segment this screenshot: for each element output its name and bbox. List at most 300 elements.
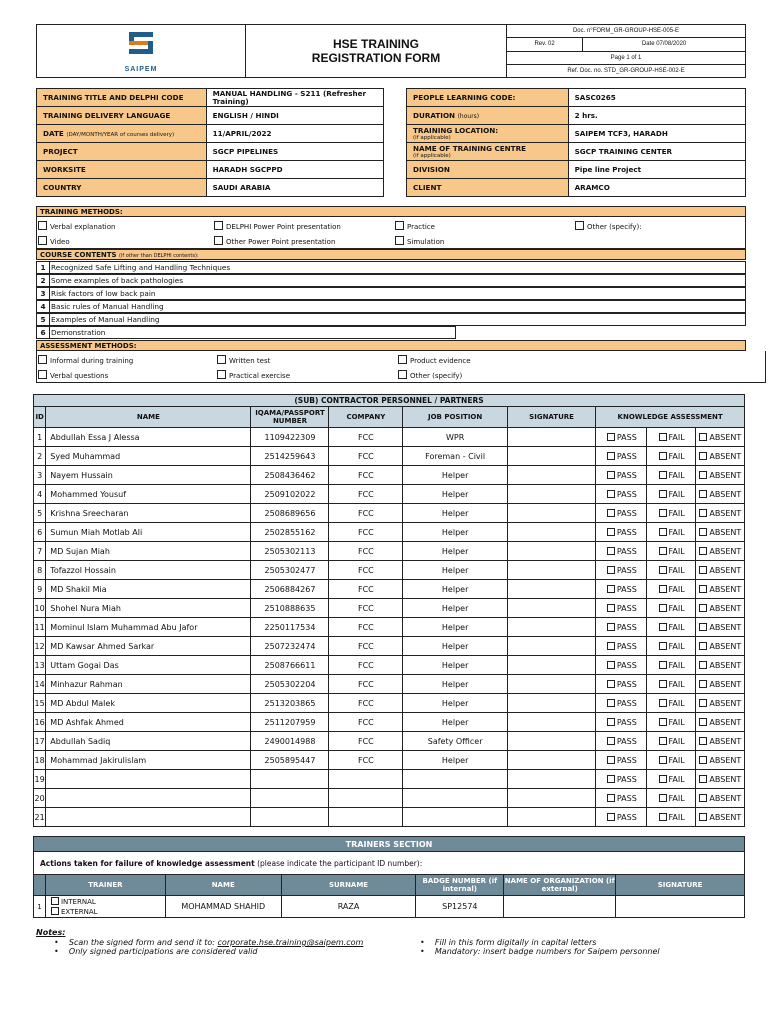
absent-option[interactable] <box>695 466 744 485</box>
participant-signature[interactable] <box>507 789 595 808</box>
checkbox[interactable] <box>659 566 667 574</box>
document-header <box>36 24 746 78</box>
participant-iqama[interactable]: 2505895447 <box>251 751 329 770</box>
participant-signature[interactable] <box>507 523 595 542</box>
participant-job[interactable]: Helper <box>403 751 508 770</box>
fail-option[interactable] <box>647 466 695 485</box>
trainer-external[interactable] <box>50 907 165 917</box>
checkbox[interactable] <box>217 355 226 364</box>
participant-name[interactable] <box>46 808 251 827</box>
participant-signature[interactable] <box>507 637 595 656</box>
checkbox[interactable] <box>214 221 223 230</box>
participant-row <box>34 523 745 542</box>
participant-iqama[interactable]: 2507232474 <box>251 637 329 656</box>
pass-option[interactable] <box>596 637 647 656</box>
participant-signature[interactable] <box>507 694 595 713</box>
participant-job[interactable]: Helper <box>403 656 508 675</box>
checkbox[interactable] <box>659 775 667 783</box>
participant-iqama[interactable]: 2505302204 <box>251 675 329 694</box>
checkbox[interactable] <box>395 221 404 230</box>
absent-option[interactable] <box>695 599 744 618</box>
checkbox[interactable] <box>699 642 707 650</box>
participant-iqama[interactable]: 2511207959 <box>251 713 329 732</box>
assess-written[interactable] <box>217 355 270 365</box>
checkbox[interactable] <box>699 604 707 612</box>
checkbox[interactable] <box>607 756 615 764</box>
participant-signature[interactable] <box>507 675 595 694</box>
participant-iqama[interactable]: 2250117534 <box>251 618 329 637</box>
participant-name[interactable]: MD Kawsar Ahmed Sarkar <box>46 637 251 656</box>
checkbox[interactable] <box>607 642 615 650</box>
fail-option[interactable] <box>647 808 695 827</box>
participant-id: 6 <box>34 523 46 542</box>
participant-signature[interactable] <box>507 447 595 466</box>
participant-job[interactable]: Helper <box>403 599 508 618</box>
checkbox[interactable] <box>607 680 615 688</box>
fail-option[interactable] <box>647 485 695 504</box>
absent-option[interactable] <box>695 523 744 542</box>
checkbox[interactable] <box>607 528 615 536</box>
checkbox[interactable] <box>699 661 707 669</box>
fail-option[interactable] <box>647 656 695 675</box>
absent-option[interactable] <box>695 485 744 504</box>
pass-option[interactable] <box>596 466 647 485</box>
participant-company[interactable]: FCC <box>329 523 403 542</box>
checkbox[interactable] <box>51 907 59 915</box>
participant-id: 14 <box>34 675 46 694</box>
participant-iqama[interactable]: 2510888635 <box>251 599 329 618</box>
checkbox[interactable] <box>659 623 667 631</box>
checkbox[interactable] <box>659 433 667 441</box>
fail-option[interactable] <box>647 428 695 447</box>
participant-signature[interactable] <box>507 656 595 675</box>
form-title <box>246 25 507 78</box>
participant-iqama[interactable]: 2502855162 <box>251 523 329 542</box>
participant-signature[interactable] <box>507 770 595 789</box>
absent-option[interactable] <box>695 732 744 751</box>
fail-option[interactable] <box>647 542 695 561</box>
checkbox[interactable] <box>699 718 707 726</box>
pass-option[interactable] <box>596 751 647 770</box>
participant-iqama[interactable]: 2508689656 <box>251 504 329 523</box>
absent-option[interactable] <box>695 618 744 637</box>
participant-company[interactable]: FCC <box>329 713 403 732</box>
date-value[interactable]: 11/APRIL/2022 <box>206 125 384 143</box>
absent-option[interactable] <box>695 808 744 827</box>
participant-company[interactable] <box>329 789 403 808</box>
checkbox[interactable] <box>607 490 615 498</box>
pass-option[interactable] <box>596 656 647 675</box>
absent-option[interactable] <box>695 561 744 580</box>
duration-value[interactable]: 2 hrs. <box>568 107 745 125</box>
participant-job[interactable]: Helper <box>403 504 508 523</box>
participant-name[interactable]: Shohel Nura Miah <box>46 599 251 618</box>
participant-name[interactable]: MD Ashfak Ahmed <box>46 713 251 732</box>
participant-company[interactable] <box>329 808 403 827</box>
checkbox[interactable] <box>699 490 707 498</box>
pass-option[interactable] <box>596 618 647 637</box>
participant-company[interactable]: FCC <box>329 466 403 485</box>
language-value[interactable]: ENGLISH / HINDI <box>206 107 384 125</box>
notes-section <box>36 928 756 956</box>
absent-option[interactable] <box>695 751 744 770</box>
trainer-signature[interactable] <box>616 896 745 918</box>
fail-option[interactable] <box>647 504 695 523</box>
participant-company[interactable]: FCC <box>329 428 403 447</box>
checkbox[interactable] <box>659 756 667 764</box>
checkbox[interactable] <box>607 775 615 783</box>
checkbox[interactable] <box>659 471 667 479</box>
participant-company[interactable]: FCC <box>329 675 403 694</box>
fail-option[interactable] <box>647 713 695 732</box>
participant-job[interactable]: Helper <box>403 485 508 504</box>
participant-company[interactable]: FCC <box>329 542 403 561</box>
assess-verbal[interactable] <box>38 370 108 380</box>
checkbox[interactable] <box>659 452 667 460</box>
absent-option[interactable] <box>695 447 744 466</box>
checkbox[interactable] <box>607 661 615 669</box>
participant-iqama[interactable]: 2514259643 <box>251 447 329 466</box>
trainer-row <box>34 896 745 918</box>
fail-option[interactable] <box>647 789 695 808</box>
country-label: COUNTRY <box>37 179 207 197</box>
checkbox[interactable] <box>699 433 707 441</box>
absent-option[interactable] <box>695 428 744 447</box>
participant-name[interactable]: MD Sujan Miah <box>46 542 251 561</box>
checkbox[interactable] <box>699 756 707 764</box>
participant-company[interactable]: FCC <box>329 751 403 770</box>
method-simulation[interactable] <box>395 236 444 246</box>
participant-iqama[interactable]: 2508436462 <box>251 466 329 485</box>
checkbox[interactable] <box>659 642 667 650</box>
participant-name[interactable]: Syed Muhammad <box>46 447 251 466</box>
checkbox[interactable] <box>659 509 667 517</box>
actions-row[interactable] <box>34 852 745 875</box>
checkbox[interactable] <box>659 737 667 745</box>
checkbox[interactable] <box>699 699 707 707</box>
checkbox[interactable] <box>699 566 707 574</box>
absent-option[interactable] <box>695 713 744 732</box>
pass-option[interactable] <box>596 428 647 447</box>
absent-label: ABSENT <box>709 793 742 803</box>
pass-option[interactable] <box>596 504 647 523</box>
absent-option[interactable] <box>695 504 744 523</box>
checkbox[interactable] <box>659 528 667 536</box>
assess-product[interactable] <box>398 355 471 365</box>
checkbox[interactable] <box>699 794 707 802</box>
col-knowledge: KNOWLEDGE ASSESSMENT <box>596 407 745 428</box>
content-num: 4 <box>37 301 50 313</box>
fail-option[interactable] <box>647 523 695 542</box>
fail-option[interactable] <box>647 770 695 789</box>
participant-iqama[interactable]: 2513203865 <box>251 694 329 713</box>
participant-job[interactable]: Helper <box>403 542 508 561</box>
participant-company[interactable]: FCC <box>329 561 403 580</box>
checkbox[interactable] <box>659 604 667 612</box>
contents-note: (if other than DELPHI contents): <box>119 253 199 259</box>
pass-option[interactable] <box>596 447 647 466</box>
checkbox[interactable] <box>398 370 407 379</box>
checkbox[interactable] <box>398 355 407 364</box>
participant-name[interactable] <box>46 770 251 789</box>
participant-company[interactable]: FCC <box>329 580 403 599</box>
checkbox[interactable] <box>659 490 667 498</box>
participant-signature[interactable] <box>507 732 595 751</box>
participant-iqama[interactable] <box>251 789 329 808</box>
checkbox[interactable] <box>699 471 707 479</box>
participant-job[interactable] <box>403 770 508 789</box>
absent-option[interactable] <box>695 694 744 713</box>
method-delphi-ppt-label: DELPHI Power Point presentation <box>226 223 341 231</box>
checkbox[interactable] <box>659 813 667 821</box>
participant-iqama[interactable] <box>251 770 329 789</box>
participant-name[interactable]: Mohammed Yousuf <box>46 485 251 504</box>
participant-name[interactable]: Sumun Miah Motlab Ali <box>46 523 251 542</box>
pass-option[interactable] <box>596 789 647 808</box>
participant-signature[interactable] <box>507 561 595 580</box>
participant-company[interactable]: FCC <box>329 732 403 751</box>
absent-option[interactable] <box>695 542 744 561</box>
checkbox[interactable] <box>607 547 615 555</box>
fail-option[interactable] <box>647 599 695 618</box>
pass-option[interactable] <box>596 561 647 580</box>
participant-signature[interactable] <box>507 428 595 447</box>
checkbox[interactable] <box>607 737 615 745</box>
checkbox[interactable] <box>699 680 707 688</box>
fail-label: FAIL <box>668 679 685 689</box>
duration-label-cell <box>407 107 569 125</box>
fail-option[interactable] <box>647 561 695 580</box>
participant-signature[interactable] <box>507 466 595 485</box>
participant-iqama[interactable]: 2508766611 <box>251 656 329 675</box>
checkbox[interactable] <box>607 585 615 593</box>
checkbox[interactable] <box>659 718 667 726</box>
note-email-link[interactable]: corporate.hse.training@saipem.com <box>217 938 364 947</box>
participant-name[interactable]: Abdullah Essa J Alessa <box>46 428 251 447</box>
participant-signature[interactable] <box>507 618 595 637</box>
checkbox[interactable] <box>607 813 615 821</box>
participant-name[interactable]: Mominul Islam Muhammad Abu Jafor <box>46 618 251 637</box>
checkbox[interactable] <box>699 623 707 631</box>
checkbox[interactable] <box>699 509 707 517</box>
checkbox[interactable] <box>575 221 584 230</box>
participant-name[interactable]: Abdullah Sadiq <box>46 732 251 751</box>
participant-company[interactable]: FCC <box>329 694 403 713</box>
pass-option[interactable] <box>596 580 647 599</box>
checkbox[interactable] <box>659 547 667 555</box>
checkbox[interactable] <box>395 236 404 245</box>
checkbox[interactable] <box>659 794 667 802</box>
fail-option[interactable] <box>647 675 695 694</box>
method-other[interactable] <box>575 221 642 231</box>
participant-company[interactable]: FCC <box>329 599 403 618</box>
participant-iqama[interactable]: 2506884267 <box>251 580 329 599</box>
participant-signature[interactable] <box>507 751 595 770</box>
checkbox[interactable] <box>607 433 615 441</box>
method-other-ppt[interactable] <box>214 236 335 246</box>
participant-job[interactable]: Helper <box>403 694 508 713</box>
checkbox[interactable] <box>659 699 667 707</box>
pass-option[interactable] <box>596 713 647 732</box>
participant-company[interactable]: FCC <box>329 656 403 675</box>
training-title-value[interactable]: MANUAL HANDLING - S211 (Refresher Training) <box>206 89 384 107</box>
worksite-value[interactable]: HARADH SGCPPD <box>206 161 384 179</box>
participant-name[interactable]: MD Abdul Malek <box>46 694 251 713</box>
pass-option[interactable] <box>596 523 647 542</box>
participant-company[interactable]: FCC <box>329 637 403 656</box>
participant-iqama[interactable]: 2505302477 <box>251 561 329 580</box>
checkbox[interactable] <box>607 452 615 460</box>
checkbox[interactable] <box>38 221 47 230</box>
method-video[interactable] <box>38 236 70 246</box>
pass-label: PASS <box>616 793 637 803</box>
trainer-name[interactable]: MOHAMMAD SHAHID <box>165 896 281 918</box>
pass-option[interactable] <box>596 770 647 789</box>
assess-other[interactable] <box>398 370 462 380</box>
absent-option[interactable] <box>695 770 744 789</box>
fail-option[interactable] <box>647 618 695 637</box>
location-value[interactable]: SAIPEM TCF3, HARADH <box>568 125 745 143</box>
participant-signature[interactable] <box>507 599 595 618</box>
pass-option[interactable] <box>596 542 647 561</box>
participant-job[interactable]: Helper <box>403 561 508 580</box>
participant-company[interactable]: FCC <box>329 485 403 504</box>
pass-option[interactable] <box>596 732 647 751</box>
absent-option[interactable] <box>695 580 744 599</box>
checkbox[interactable] <box>699 775 707 783</box>
participant-signature[interactable] <box>507 808 595 827</box>
checkbox[interactable] <box>659 661 667 669</box>
participant-job[interactable]: Helper <box>403 675 508 694</box>
participant-name[interactable]: Uttam Gogai Das <box>46 656 251 675</box>
pass-option[interactable] <box>596 694 647 713</box>
content-text: Basic rules of Manual Handling <box>51 302 164 311</box>
pass-option[interactable] <box>596 675 647 694</box>
participant-name[interactable]: Mohammad Jakirulislam <box>46 751 251 770</box>
participant-iqama[interactable]: 2509102022 <box>251 485 329 504</box>
client-value[interactable]: ARAMCO <box>568 179 745 197</box>
trainer-badge[interactable]: SP12574 <box>416 896 504 918</box>
participant-iqama[interactable]: 1109422309 <box>251 428 329 447</box>
checkbox[interactable] <box>38 370 47 379</box>
participant-job[interactable]: Helper <box>403 637 508 656</box>
participant-company[interactable] <box>329 770 403 789</box>
checkbox[interactable] <box>38 236 47 245</box>
participant-signature[interactable] <box>507 504 595 523</box>
trainer-internal[interactable] <box>50 897 165 907</box>
participant-job[interactable]: Helper <box>403 580 508 599</box>
method-delphi-ppt[interactable] <box>214 221 341 231</box>
checkbox[interactable] <box>699 585 707 593</box>
participant-iqama[interactable] <box>251 808 329 827</box>
checkbox[interactable] <box>699 737 707 745</box>
checkbox[interactable] <box>607 509 615 517</box>
participant-name[interactable]: MD Shakil Mia <box>46 580 251 599</box>
participant-company[interactable]: FCC <box>329 618 403 637</box>
checkbox[interactable] <box>659 680 667 688</box>
participant-name[interactable]: Minhazur Rahman <box>46 675 251 694</box>
fail-option[interactable] <box>647 447 695 466</box>
absent-option[interactable] <box>695 675 744 694</box>
participant-name[interactable]: Nayem Hussain <box>46 466 251 485</box>
checkbox[interactable] <box>51 897 59 905</box>
participant-iqama[interactable]: 2490014988 <box>251 732 329 751</box>
participant-company[interactable]: FCC <box>329 447 403 466</box>
pass-option[interactable] <box>596 599 647 618</box>
checkbox[interactable] <box>607 794 615 802</box>
method-practice[interactable] <box>395 221 435 231</box>
participant-name[interactable] <box>46 789 251 808</box>
checkbox[interactable] <box>217 370 226 379</box>
centre-value[interactable]: SGCP TRAINING CENTER <box>568 143 745 161</box>
fail-option[interactable] <box>647 751 695 770</box>
method-verbal[interactable] <box>38 221 115 231</box>
absent-option[interactable] <box>695 656 744 675</box>
pass-option[interactable] <box>596 808 647 827</box>
participant-iqama[interactable]: 2505302113 <box>251 542 329 561</box>
checkbox[interactable] <box>38 355 47 364</box>
fail-option[interactable] <box>647 694 695 713</box>
checkbox[interactable] <box>607 604 615 612</box>
participant-signature[interactable] <box>507 485 595 504</box>
assess-practical[interactable] <box>217 370 290 380</box>
absent-option[interactable] <box>695 789 744 808</box>
participant-signature[interactable] <box>507 542 595 561</box>
checkbox[interactable] <box>607 699 615 707</box>
checkbox[interactable] <box>699 813 707 821</box>
participant-job[interactable]: Helper <box>403 618 508 637</box>
trainer-surname[interactable]: RAZA <box>281 896 416 918</box>
absent-label: ABSENT <box>709 622 742 632</box>
project-value[interactable]: SGCP PIPELINES <box>206 143 384 161</box>
checkbox[interactable] <box>607 718 615 726</box>
participant-job[interactable]: Helper <box>403 466 508 485</box>
checkbox[interactable] <box>607 566 615 574</box>
participant-job[interactable]: Helper <box>403 713 508 732</box>
participant-signature[interactable] <box>507 580 595 599</box>
participant-name[interactable]: Tofazzol Hossain <box>46 561 251 580</box>
participant-job[interactable]: Safety Officer <box>403 732 508 751</box>
division-value[interactable]: Pipe line Project <box>568 161 745 179</box>
fail-option[interactable] <box>647 580 695 599</box>
checkbox[interactable] <box>659 585 667 593</box>
doc-number: Doc. n°FORM_GR-GROUP-HSE-005-E <box>507 25 746 38</box>
participant-name[interactable]: Krishna Sreecharan <box>46 504 251 523</box>
participant-company[interactable]: FCC <box>329 504 403 523</box>
people-code-value[interactable]: SASC0265 <box>568 89 745 107</box>
pass-option[interactable] <box>596 485 647 504</box>
participant-job[interactable]: WPR <box>403 428 508 447</box>
assess-informal[interactable] <box>38 355 133 365</box>
trainer-org[interactable] <box>504 896 616 918</box>
participant-job[interactable] <box>403 789 508 808</box>
checkbox[interactable] <box>699 528 707 536</box>
participant-signature[interactable] <box>507 713 595 732</box>
country-value[interactable]: SAUDI ARABIA <box>206 179 384 197</box>
participant-job[interactable] <box>403 808 508 827</box>
checkbox[interactable] <box>699 547 707 555</box>
checkbox[interactable] <box>607 623 615 631</box>
trainer-col-org: NAME OF ORGANIZATION (if external) <box>504 875 616 896</box>
participant-job[interactable]: Foreman - Civil <box>403 447 508 466</box>
absent-option[interactable] <box>695 637 744 656</box>
participant-job[interactable]: Helper <box>403 523 508 542</box>
fail-option[interactable] <box>647 732 695 751</box>
checkbox[interactable] <box>607 471 615 479</box>
checkbox[interactable] <box>699 452 707 460</box>
fail-option[interactable] <box>647 637 695 656</box>
checkbox[interactable] <box>214 236 223 245</box>
